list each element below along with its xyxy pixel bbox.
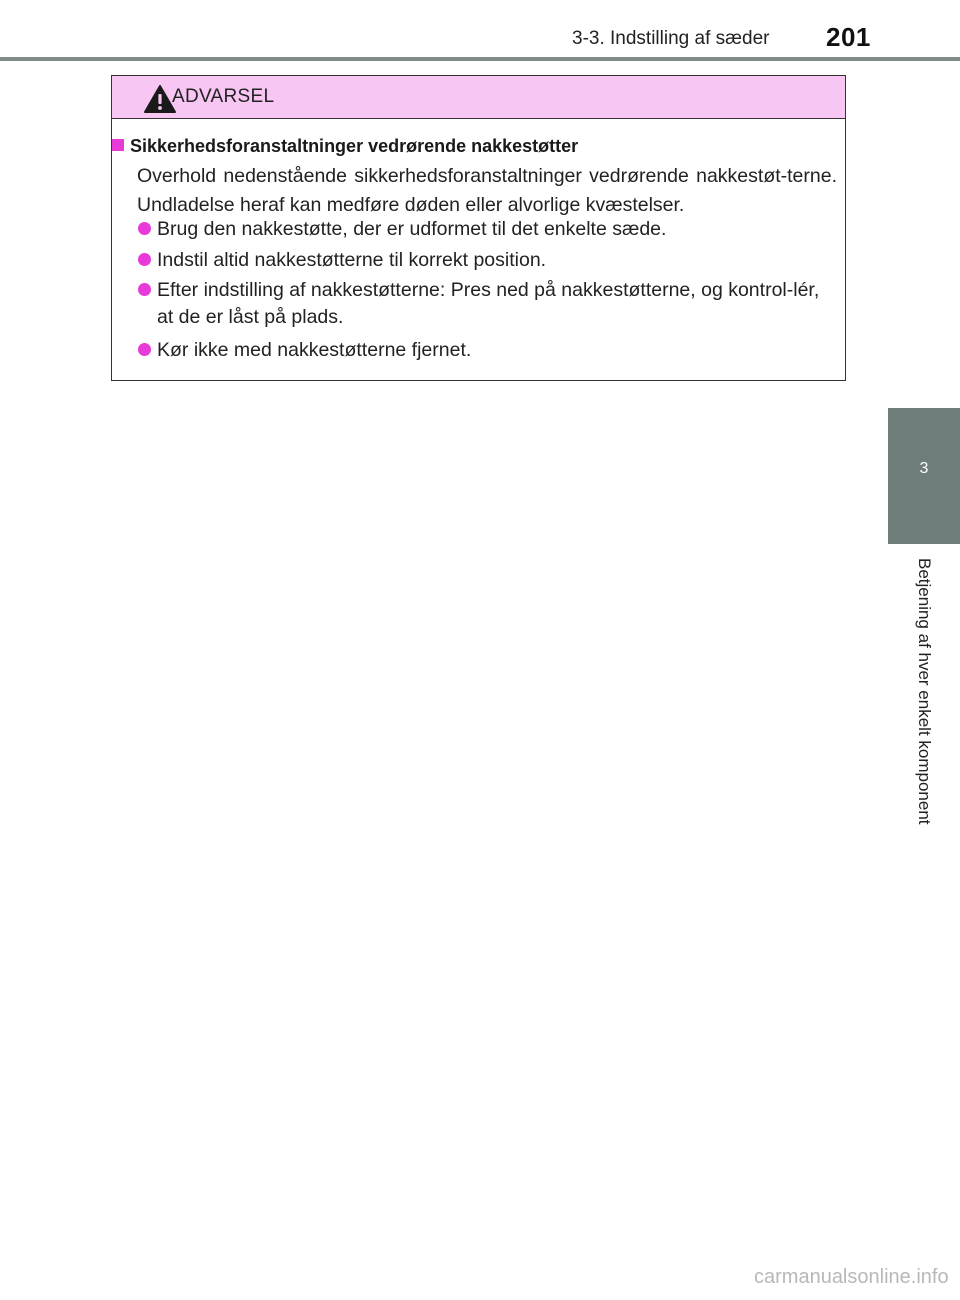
- chapter-title: Betjening af hver enkelt komponent: [915, 558, 934, 825]
- warning-bullet-list: [137, 216, 837, 364]
- list-item-text: Kør ikke med nakkestøtterne fjernet.: [157, 339, 472, 361]
- list-item-text: Efter indstilling af nakkestøtterne: Pres ned på nakkestøtterne, og kontrol-lér, at de er låst på plads.: [157, 279, 820, 328]
- list-item: [137, 337, 837, 364]
- round-bullet-icon: [138, 343, 151, 356]
- section-title-text: Sikkerhedsforanstaltninger vedrørende nakkestøtter: [130, 136, 579, 156]
- list-item: [137, 247, 837, 274]
- round-bullet-icon: [138, 222, 151, 235]
- watermark: carmanualsonline.info: [754, 1266, 949, 1288]
- page-number: 201: [826, 22, 871, 52]
- square-bullet-icon: [112, 139, 124, 151]
- warning-header: [112, 76, 845, 119]
- list-item-text: Indstil altid nakkestøtterne til korrekt position.: [157, 249, 547, 271]
- warning-intro: Overhold nedenstående sikkerhedsforanstaltninger vedrørende nakkestøt-terne. Undladelse heraf kan medføre døden eller alvorlige kvæstelser.: [137, 165, 837, 216]
- list-item: [137, 216, 837, 243]
- side-tab-upper: [888, 62, 960, 408]
- warning-label: ADVARSEL: [172, 86, 275, 107]
- page-header: [0, 0, 960, 62]
- list-item-text: Brug den nakkestøtte, der er udformet til det enkelte sæde.: [157, 218, 667, 240]
- header-section-title: 3-3. Indstilling af sæder: [572, 28, 770, 49]
- list-item: [137, 277, 837, 331]
- chapter-side-tab: [888, 62, 960, 1300]
- warning-section-title: [112, 136, 578, 157]
- header-rule: [0, 57, 960, 61]
- chapter-number-block: [888, 408, 960, 544]
- warning-box: [111, 75, 846, 381]
- round-bullet-icon: [138, 253, 151, 266]
- round-bullet-icon: [138, 283, 151, 296]
- chapter-number: 3: [919, 460, 929, 477]
